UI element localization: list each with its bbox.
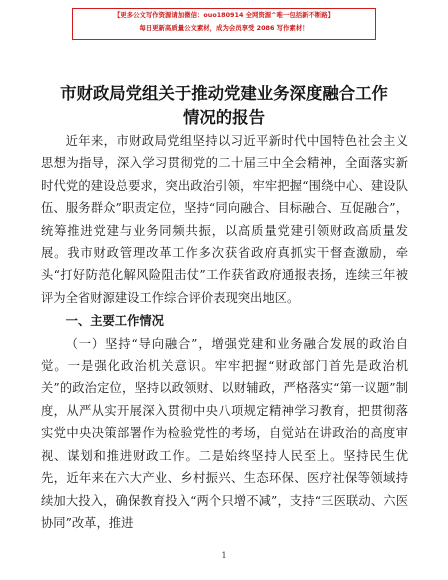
body-paragraph: （一）坚持“导向融合”，增强党建和业务融合发展的政治自觉。一是强化政治机关意识。牢牢把握“财政部门首先是政治机关”的政治定位，坚持以政领财、以财辅政，严格落实“第一议题”制度，从严从实开展深入贯彻中央八项规定精神学习教育，把贯彻落实党中央决策部署作为检验党性的考场，自觉站在讲政治的高度审视、谋划和推进财政工作。二是始终坚持人民至上。坚持民生优先，近年来在六大产业、乡村振兴、生态环保、医疗社保等领域持续加大投入，确保教育投入“两个只增不减”，支持“三医联动、六医协同”改革，推进 bbox=[41, 336, 408, 530]
title-line-2: 情况的报告 bbox=[183, 108, 265, 127]
title-line-1: 市财政局党组关于推动党建业务深度融合工作 bbox=[60, 84, 388, 103]
promo-banner-line-1: 【更多公文写作资源请加微信：ouo180914 全网资源^唯一包括新不断路】 bbox=[113, 11, 335, 19]
promo-banner-line-2: 每日更新高质量公文素材，成为会员享受 2086 写作素材！ bbox=[139, 24, 309, 32]
section-heading: 一、主要工作情况 bbox=[65, 314, 164, 329]
intro-paragraph: 近年来，市财政局党组坚持以习近平新时代中国特色社会主义思想为指导，深入学习贯彻党的二十届三中全会精神，全面落实新时代党的建设总要求，突出政治引领，牢牢把握“围绕中心、建设队伍、服务群众”职责定位，坚持“同向融合、目标融合、互促融合”，统筹推进党建与业务同频共振，以高质量党建引领财政高质量发展。我市财政管理改革工作多次获省政府真抓实干督查激励，牵头“打好防范化解风险阻击仗”工作获省政府通报表扬，连续三年被评为全省财源建设工作综合评价表现突出地区。 bbox=[41, 134, 408, 305]
page-number: 1 bbox=[221, 551, 227, 560]
document-body bbox=[41, 130, 408, 534]
promo-banner bbox=[72, 8, 376, 40]
document-title bbox=[36, 82, 412, 130]
